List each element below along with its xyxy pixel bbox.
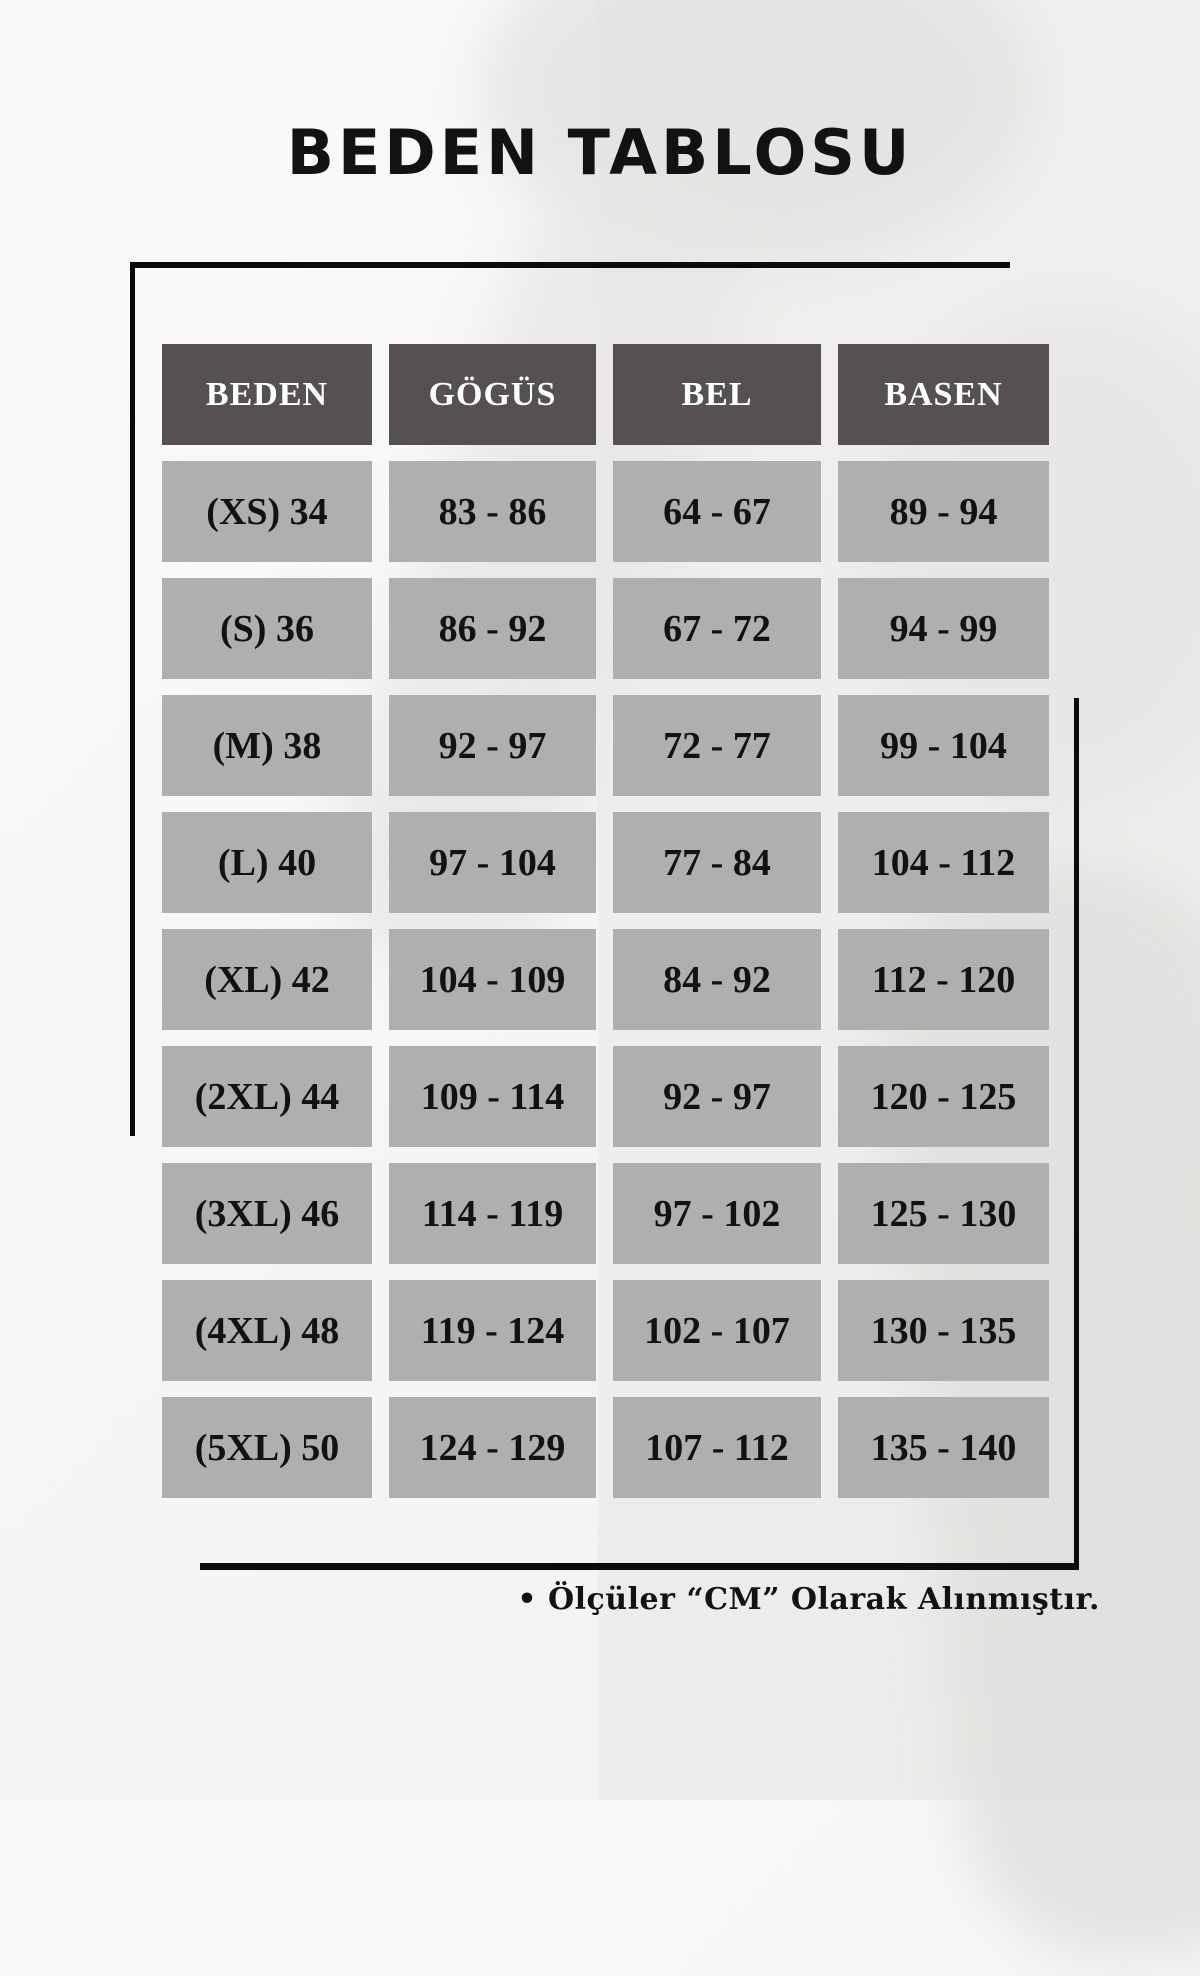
measurement-cell: 109 - 114	[389, 1046, 596, 1147]
measurement-cell: 107 - 112	[613, 1397, 821, 1498]
size-label-cell: (4XL) 48	[162, 1280, 372, 1381]
measurement-cell: 92 - 97	[389, 695, 596, 796]
frame-top-line	[134, 262, 1010, 268]
measurement-cell: 124 - 129	[389, 1397, 596, 1498]
page-title: BEDEN TABLOSU	[286, 116, 914, 189]
measurement-cell: 77 - 84	[613, 812, 821, 913]
size-table	[162, 344, 1049, 1498]
size-label-cell: (M) 38	[162, 695, 372, 796]
measurement-cell: 114 - 119	[389, 1163, 596, 1264]
measurement-cell: 92 - 97	[613, 1046, 821, 1147]
measurement-cell: 104 - 109	[389, 929, 596, 1030]
size-label-cell: (XL) 42	[162, 929, 372, 1030]
measurement-cell: 83 - 86	[389, 461, 596, 562]
measurement-cell: 99 - 104	[838, 695, 1049, 796]
measurement-cell: 104 - 112	[838, 812, 1049, 913]
measurement-cell: 102 - 107	[613, 1280, 821, 1381]
frame-right-line	[1074, 698, 1079, 1570]
size-label-cell: (5XL) 50	[162, 1397, 372, 1498]
header-cell-0: BEDEN	[162, 344, 372, 445]
header-cell-3: BASEN	[838, 344, 1049, 445]
measurement-unit-note: • Ölçüler “CM” Olarak Alınmıştır.	[517, 1582, 1100, 1617]
size-label-cell: (3XL) 46	[162, 1163, 372, 1264]
measurement-cell: 84 - 92	[613, 929, 821, 1030]
header-cell-1: GÖGÜS	[389, 344, 596, 445]
measurement-cell: 64 - 67	[613, 461, 821, 562]
size-label-cell: (S) 36	[162, 578, 372, 679]
measurement-cell: 130 - 135	[838, 1280, 1049, 1381]
measurement-cell: 86 - 92	[389, 578, 596, 679]
header-cell-2: BEL	[613, 344, 821, 445]
measurement-cell: 119 - 124	[389, 1280, 596, 1381]
measurement-cell: 97 - 104	[389, 812, 596, 913]
frame-bottom-line	[200, 1563, 1079, 1570]
size-label-cell: (2XL) 44	[162, 1046, 372, 1147]
measurement-cell: 89 - 94	[838, 461, 1049, 562]
measurement-cell: 67 - 72	[613, 578, 821, 679]
measurement-cell: 125 - 130	[838, 1163, 1049, 1264]
size-label-cell: (XS) 34	[162, 461, 372, 562]
size-label-cell: (L) 40	[162, 812, 372, 913]
frame-left-line	[130, 262, 135, 1136]
measurement-cell: 94 - 99	[838, 578, 1049, 679]
measurement-cell: 120 - 125	[838, 1046, 1049, 1147]
measurement-cell: 72 - 77	[613, 695, 821, 796]
measurement-cell: 135 - 140	[838, 1397, 1049, 1498]
measurement-cell: 112 - 120	[838, 929, 1049, 1030]
measurement-cell: 97 - 102	[613, 1163, 821, 1264]
